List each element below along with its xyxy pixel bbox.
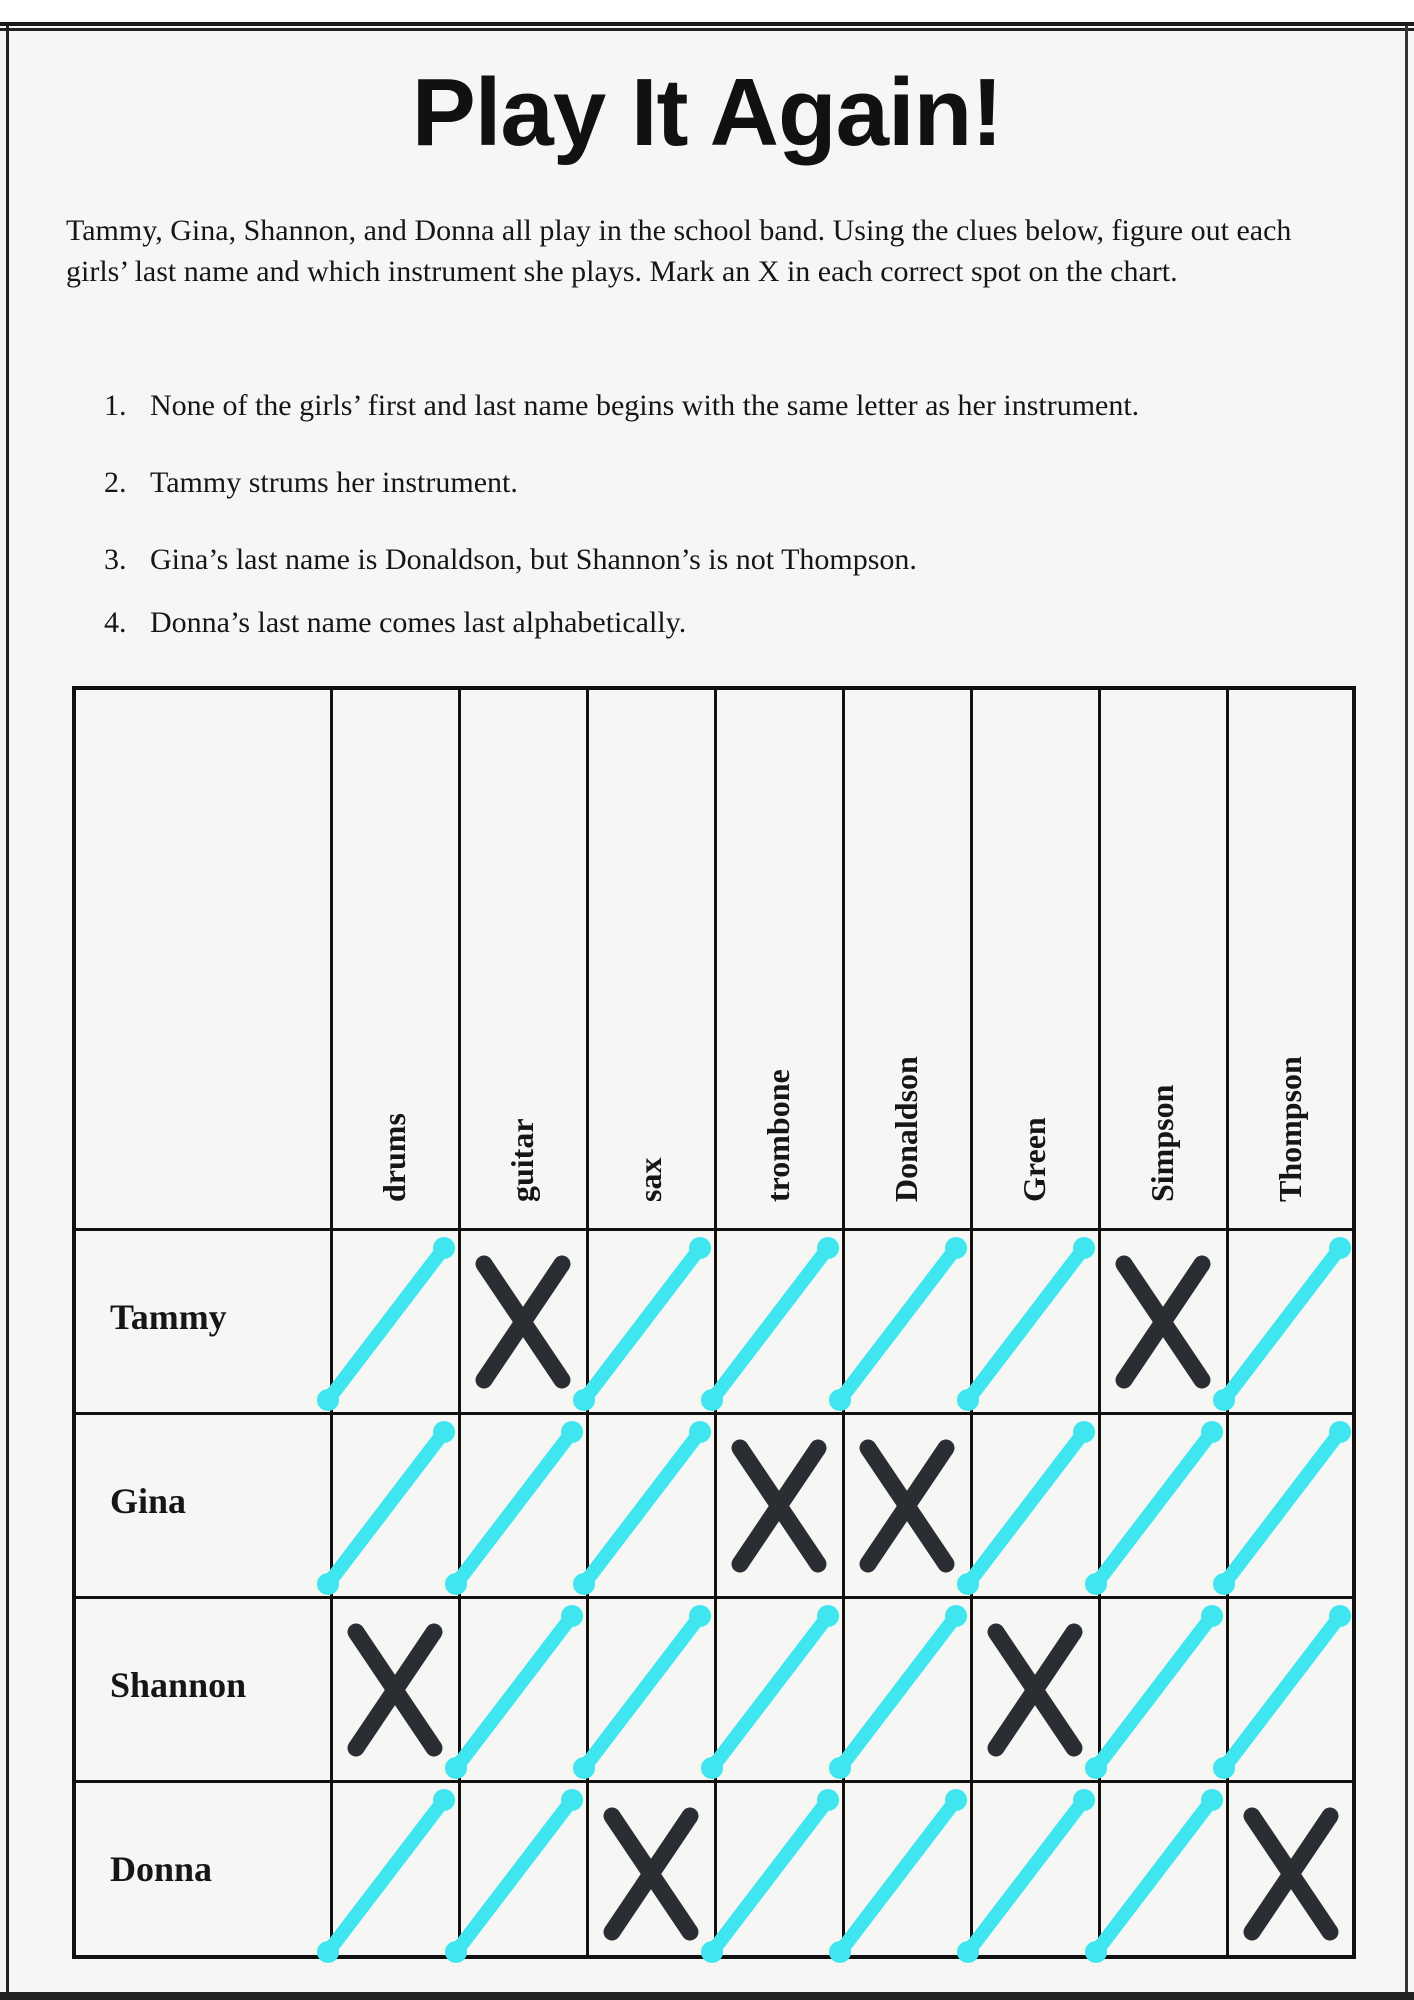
slash-mark: [718, 1786, 842, 1962]
column-header-drums: drums: [376, 1113, 412, 1202]
slash-mark: [846, 1602, 970, 1778]
row-header-tammy: Tammy: [110, 1297, 227, 1337]
slash-mark: [1102, 1786, 1226, 1962]
column-header-donaldson: Donaldson: [888, 1056, 924, 1202]
slash-mark-end: [1201, 1605, 1223, 1627]
page-right-border: [1405, 26, 1408, 1996]
slash-mark-end: [317, 1941, 339, 1963]
row-header-gina: Gina: [110, 1481, 187, 1521]
column-header-guitar: guitar: [504, 1118, 540, 1202]
slash-mark-end: [573, 1757, 595, 1779]
slash-mark-stroke: [1096, 1616, 1212, 1768]
x-mark: [974, 1602, 1098, 1778]
slash-mark-end: [945, 1237, 967, 1259]
slash-mark: [974, 1418, 1098, 1594]
clue-list: [104, 386, 1344, 666]
slash-mark-end: [1201, 1789, 1223, 1811]
slash-mark-end: [957, 1573, 979, 1595]
slash-mark-stroke: [584, 1616, 700, 1768]
slash-mark-end: [1329, 1605, 1351, 1627]
slash-mark-end: [689, 1421, 711, 1443]
slash-mark-stroke: [456, 1432, 572, 1584]
slash-mark-stroke: [840, 1800, 956, 1952]
clue-number: 3.: [104, 543, 127, 576]
slash-mark-stroke: [328, 1800, 444, 1952]
slash-mark-end: [701, 1941, 723, 1963]
slash-mark-end: [701, 1757, 723, 1779]
x-mark: [462, 1234, 586, 1410]
slash-mark-end: [561, 1421, 583, 1443]
slash-mark-stroke: [1224, 1616, 1340, 1768]
slash-mark-end: [573, 1573, 595, 1595]
slash-mark: [462, 1786, 586, 1962]
grid-vertical-line: [330, 690, 333, 1955]
slash-mark-end: [1213, 1573, 1235, 1595]
grid-cell[interactable]: [718, 1418, 842, 1594]
grid-cell[interactable]: [334, 1786, 458, 1962]
grid-cell[interactable]: [718, 1602, 842, 1778]
slash-mark-end: [433, 1421, 455, 1443]
column-header-green: Green: [1016, 1117, 1052, 1202]
slash-mark: [462, 1418, 586, 1594]
slash-mark-stroke: [1096, 1800, 1212, 1952]
slash-mark-stroke: [968, 1248, 1084, 1400]
slash-mark-end: [689, 1237, 711, 1259]
slash-mark-end: [433, 1789, 455, 1811]
slash-mark-end: [1085, 1757, 1107, 1779]
x-mark: [846, 1418, 970, 1594]
slash-mark-end: [817, 1789, 839, 1811]
slash-mark: [846, 1786, 970, 1962]
slash-mark-end: [445, 1757, 467, 1779]
grid-cell[interactable]: [974, 1234, 1098, 1410]
slash-mark-stroke: [712, 1616, 828, 1768]
grid-cell[interactable]: [1230, 1234, 1354, 1410]
clue-text: Donna’s last name comes last alphabetically.: [150, 606, 687, 639]
grid-cell[interactable]: [718, 1786, 842, 1962]
grid-cell[interactable]: [1230, 1418, 1354, 1594]
slash-mark: [1230, 1234, 1354, 1410]
logic-puzzle-grid: [72, 686, 1356, 1959]
grid-cell[interactable]: [846, 1786, 970, 1962]
grid-cell[interactable]: [974, 1786, 1098, 1962]
grid-cell[interactable]: [974, 1418, 1098, 1594]
grid-vertical-line: [970, 690, 973, 1955]
clue-text: Tammy strums her instrument.: [150, 466, 518, 499]
slash-mark-end: [817, 1237, 839, 1259]
slash-mark-end: [1329, 1237, 1351, 1259]
slash-mark-stroke: [1096, 1432, 1212, 1584]
slash-mark-end: [1085, 1941, 1107, 1963]
slash-mark-stroke: [968, 1800, 1084, 1952]
clue-text: Gina’s last name is Donaldson, but Shannon’s is not Thompson.: [150, 543, 917, 576]
slash-mark: [1102, 1602, 1226, 1778]
grid-cell[interactable]: [846, 1602, 970, 1778]
grid-horizontal-line: [76, 1228, 1352, 1231]
grid-cell[interactable]: [1102, 1418, 1226, 1594]
x-mark: [718, 1418, 842, 1594]
slash-mark-end: [829, 1941, 851, 1963]
clue-number: 4.: [104, 606, 127, 639]
page-top-border: [0, 0, 1414, 26]
grid-horizontal-line: [76, 1780, 1352, 1783]
clue-number: 2.: [104, 466, 127, 499]
slash-mark-end: [829, 1757, 851, 1779]
slash-mark: [334, 1418, 458, 1594]
slash-mark-stroke: [712, 1248, 828, 1400]
slash-mark-end: [1329, 1421, 1351, 1443]
clue-item: [104, 463, 1344, 502]
grid-cell[interactable]: [462, 1234, 586, 1410]
grid-cell[interactable]: [846, 1418, 970, 1594]
grid-cell[interactable]: [974, 1602, 1098, 1778]
grid-cell[interactable]: [334, 1418, 458, 1594]
grid-cell[interactable]: [846, 1234, 970, 1410]
slash-mark-end: [317, 1389, 339, 1411]
slash-mark: [590, 1602, 714, 1778]
slash-mark: [462, 1602, 586, 1778]
grid-cell[interactable]: [462, 1418, 586, 1594]
slash-mark-stroke: [840, 1248, 956, 1400]
grid-cell[interactable]: [590, 1602, 714, 1778]
slash-mark-end: [829, 1389, 851, 1411]
slash-mark-stroke: [584, 1432, 700, 1584]
slash-mark-end: [561, 1789, 583, 1811]
grid-cell[interactable]: [1230, 1602, 1354, 1778]
grid-horizontal-line: [76, 1596, 1352, 1599]
slash-mark-stroke: [456, 1800, 572, 1952]
grid-cell[interactable]: [462, 1602, 586, 1778]
slash-mark-end: [573, 1389, 595, 1411]
slash-mark-stroke: [328, 1432, 444, 1584]
slash-mark-end: [957, 1389, 979, 1411]
slash-mark-stroke: [1224, 1432, 1340, 1584]
slash-mark-end: [957, 1941, 979, 1963]
slash-mark-end: [561, 1605, 583, 1627]
slash-mark: [974, 1786, 1098, 1962]
page-left-border: [6, 26, 9, 1996]
grid-cell[interactable]: [1102, 1786, 1226, 1962]
slash-mark-stroke: [328, 1248, 444, 1400]
clue-item: [104, 603, 1344, 642]
slash-mark-stroke: [1224, 1248, 1340, 1400]
slash-mark-stroke: [840, 1616, 956, 1768]
slash-mark: [846, 1234, 970, 1410]
slash-mark-end: [1213, 1389, 1235, 1411]
grid-cell[interactable]: [590, 1418, 714, 1594]
grid-cell[interactable]: [590, 1234, 714, 1410]
slash-mark-end: [1085, 1573, 1107, 1595]
grid-cell[interactable]: [718, 1234, 842, 1410]
grid-horizontal-line: [76, 1412, 1352, 1415]
slash-mark-end: [433, 1237, 455, 1259]
page-bottom-border: [0, 1992, 1414, 2000]
slash-mark: [1102, 1418, 1226, 1594]
grid-cell[interactable]: [1102, 1602, 1226, 1778]
x-mark: [334, 1602, 458, 1778]
grid-cell[interactable]: [1230, 1786, 1354, 1962]
slash-mark-stroke: [584, 1248, 700, 1400]
slash-mark-end: [945, 1605, 967, 1627]
slash-mark-end: [1073, 1789, 1095, 1811]
grid-cell[interactable]: [334, 1234, 458, 1410]
slash-mark: [718, 1234, 842, 1410]
slash-mark: [1230, 1418, 1354, 1594]
column-header-simpson: Simpson: [1144, 1084, 1180, 1202]
slash-mark-end: [445, 1573, 467, 1595]
slash-mark-stroke: [712, 1800, 828, 1952]
slash-mark: [334, 1786, 458, 1962]
slash-mark-end: [1073, 1237, 1095, 1259]
column-header-sax: sax: [632, 1157, 668, 1202]
slash-mark-stroke: [456, 1616, 572, 1768]
clue-text: None of the girls’ first and last name begins with the same letter as her instrument.: [150, 389, 1140, 422]
slash-mark-end: [1213, 1757, 1235, 1779]
column-header-trombone: trombone: [760, 1069, 796, 1202]
grid-cell[interactable]: [1102, 1234, 1226, 1410]
x-mark: [1102, 1234, 1226, 1410]
x-mark: [1230, 1786, 1354, 1962]
column-header-thompson: Thompson: [1272, 1056, 1308, 1202]
slash-mark-end: [817, 1605, 839, 1627]
clue-item: [104, 386, 1344, 425]
grid-cell[interactable]: [590, 1786, 714, 1962]
clue-number: 1.: [104, 389, 127, 422]
slash-mark-stroke: [968, 1432, 1084, 1584]
slash-mark-end: [945, 1789, 967, 1811]
slash-mark-end: [317, 1573, 339, 1595]
x-mark: [590, 1786, 714, 1962]
grid-cell[interactable]: [462, 1786, 586, 1962]
slash-mark: [718, 1602, 842, 1778]
slash-mark: [974, 1234, 1098, 1410]
slash-mark: [590, 1234, 714, 1410]
clue-item: [104, 540, 1344, 579]
page-title: Play It Again!: [411, 59, 1003, 166]
slash-mark-end: [1073, 1421, 1095, 1443]
slash-mark: [1230, 1602, 1354, 1778]
grid-cell[interactable]: [334, 1602, 458, 1778]
instructions-paragraph: Tammy, Gina, Shannon, and Donna all play in the school band. Using the clues below, figure out each girls’ last name and which instrument she plays. Mark an X in each correct spot on the chart.: [66, 214, 1292, 288]
row-header-donna: Donna: [110, 1849, 213, 1889]
slash-mark: [590, 1418, 714, 1594]
slash-mark-end: [445, 1941, 467, 1963]
slash-mark: [334, 1234, 458, 1410]
slash-mark-end: [701, 1389, 723, 1411]
row-header-shannon: Shannon: [110, 1665, 247, 1705]
slash-mark-end: [1201, 1421, 1223, 1443]
slash-mark-end: [689, 1605, 711, 1627]
